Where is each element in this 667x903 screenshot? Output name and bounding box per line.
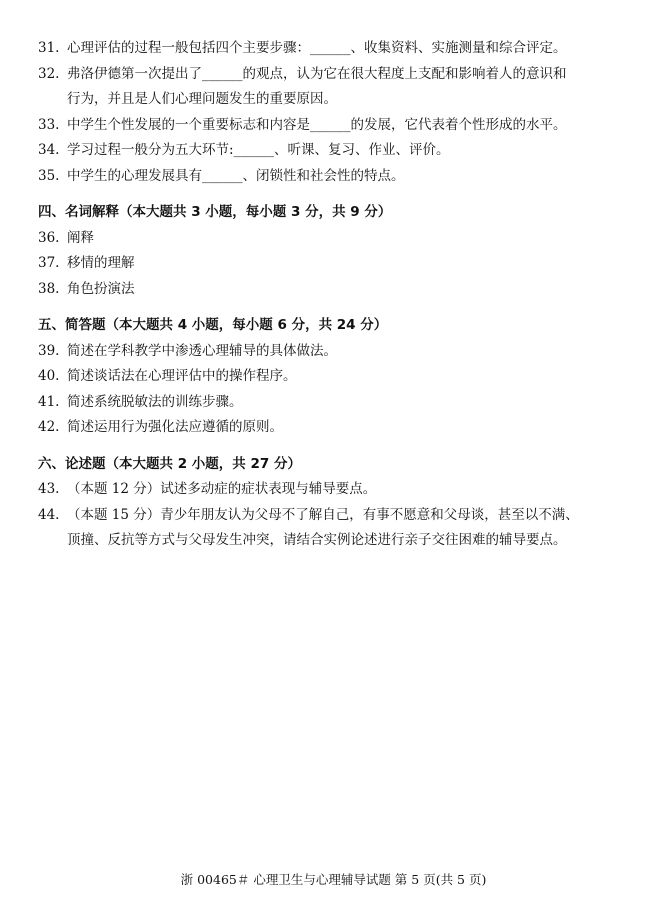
question-text: 中学生的心理发展具有______、闭锁性和社会性的特点。 xyxy=(67,167,405,184)
question-number: 43. xyxy=(38,481,60,497)
question-38 xyxy=(38,277,638,303)
section-title-essay: 六、论述题（本大题共 2 小题，共 27 分） xyxy=(38,455,301,472)
question-number: 37. xyxy=(38,255,60,271)
question-number: 44. xyxy=(38,506,60,523)
question-text: （本题 15 分）青少年朋友认为父母不了解自己，有事不愿意和父母谈，甚至以不满、 xyxy=(67,506,579,523)
question-32 xyxy=(38,62,638,88)
question-text: 简述谈话法在心理评估中的操作程序。 xyxy=(67,368,297,384)
question-37 xyxy=(38,251,638,277)
question-36 xyxy=(38,226,638,252)
question-text: 简述运用行为强化法应遵循的原则。 xyxy=(67,419,283,435)
question-text: 简述在学科教学中渗透心理辅导的具体做法。 xyxy=(67,342,337,359)
question-33 xyxy=(38,113,638,139)
question-number: 31. xyxy=(38,40,60,56)
page-footer: 浙 00465＃ 心理卫生与心理辅导试题 第 5 页(共 5 页) xyxy=(180,872,487,887)
question-text: 中学生个性发展的一个重要标志和内容是______的发展，它代表着个性形成的水平。 xyxy=(67,116,567,133)
question-number: 32. xyxy=(38,65,60,82)
question-text: 弗洛伊德第一次提出了______的观点，认为它在很大程度上支配和影响着人的意识和 xyxy=(67,65,567,82)
question-44-continuation: 顶撞、反抗等方式与父母发生冲突，请结合实例论述进行亲子交往困难的辅导要点。 xyxy=(67,532,567,548)
question-number: 33. xyxy=(38,116,60,133)
question-44 xyxy=(38,503,638,529)
question-34 xyxy=(38,138,638,164)
question-text: 心理评估的过程一般包括四个主要步骤：______、收集资料、实施测量和综合评定。 xyxy=(67,40,567,56)
question-number: 41. xyxy=(38,393,60,410)
question-32-continuation: 行为，并且是人们心理问题发生的重要原因。 xyxy=(67,91,337,107)
question-35 xyxy=(38,164,638,190)
question-39 xyxy=(38,339,638,365)
section-title-term-explanation: 四、名词解释（本大题共 3 小题，每小题 3 分，共 9 分） xyxy=(38,204,392,220)
section-title-short-answer: 五、简答题（本大题共 4 小题，每小题 6 分，共 24 分） xyxy=(38,317,388,333)
question-40 xyxy=(38,364,638,390)
question-number: 38. xyxy=(38,280,60,297)
question-number: 34. xyxy=(38,142,60,158)
question-42 xyxy=(38,415,638,441)
question-text: 阐释 xyxy=(67,229,94,246)
question-number: 35. xyxy=(38,167,60,184)
question-number: 36. xyxy=(38,229,60,246)
question-43 xyxy=(38,477,638,503)
question-text: 学习过程一般分为五大环节:______、听课、复习、作业、评价。 xyxy=(67,142,450,158)
question-number: 40. xyxy=(38,368,60,384)
question-number: 39. xyxy=(38,342,60,359)
question-number: 42. xyxy=(38,419,60,435)
question-text: （本题 12 分）试述多动症的症状表现与辅导要点。 xyxy=(67,481,377,497)
question-text: 移情的理解 xyxy=(67,255,135,271)
question-text: 简述系统脱敏法的训练步骤。 xyxy=(67,393,243,410)
question-41 xyxy=(38,390,638,416)
question-text: 角色扮演法 xyxy=(67,280,135,297)
exam-content xyxy=(38,36,638,554)
question-31 xyxy=(38,36,638,62)
